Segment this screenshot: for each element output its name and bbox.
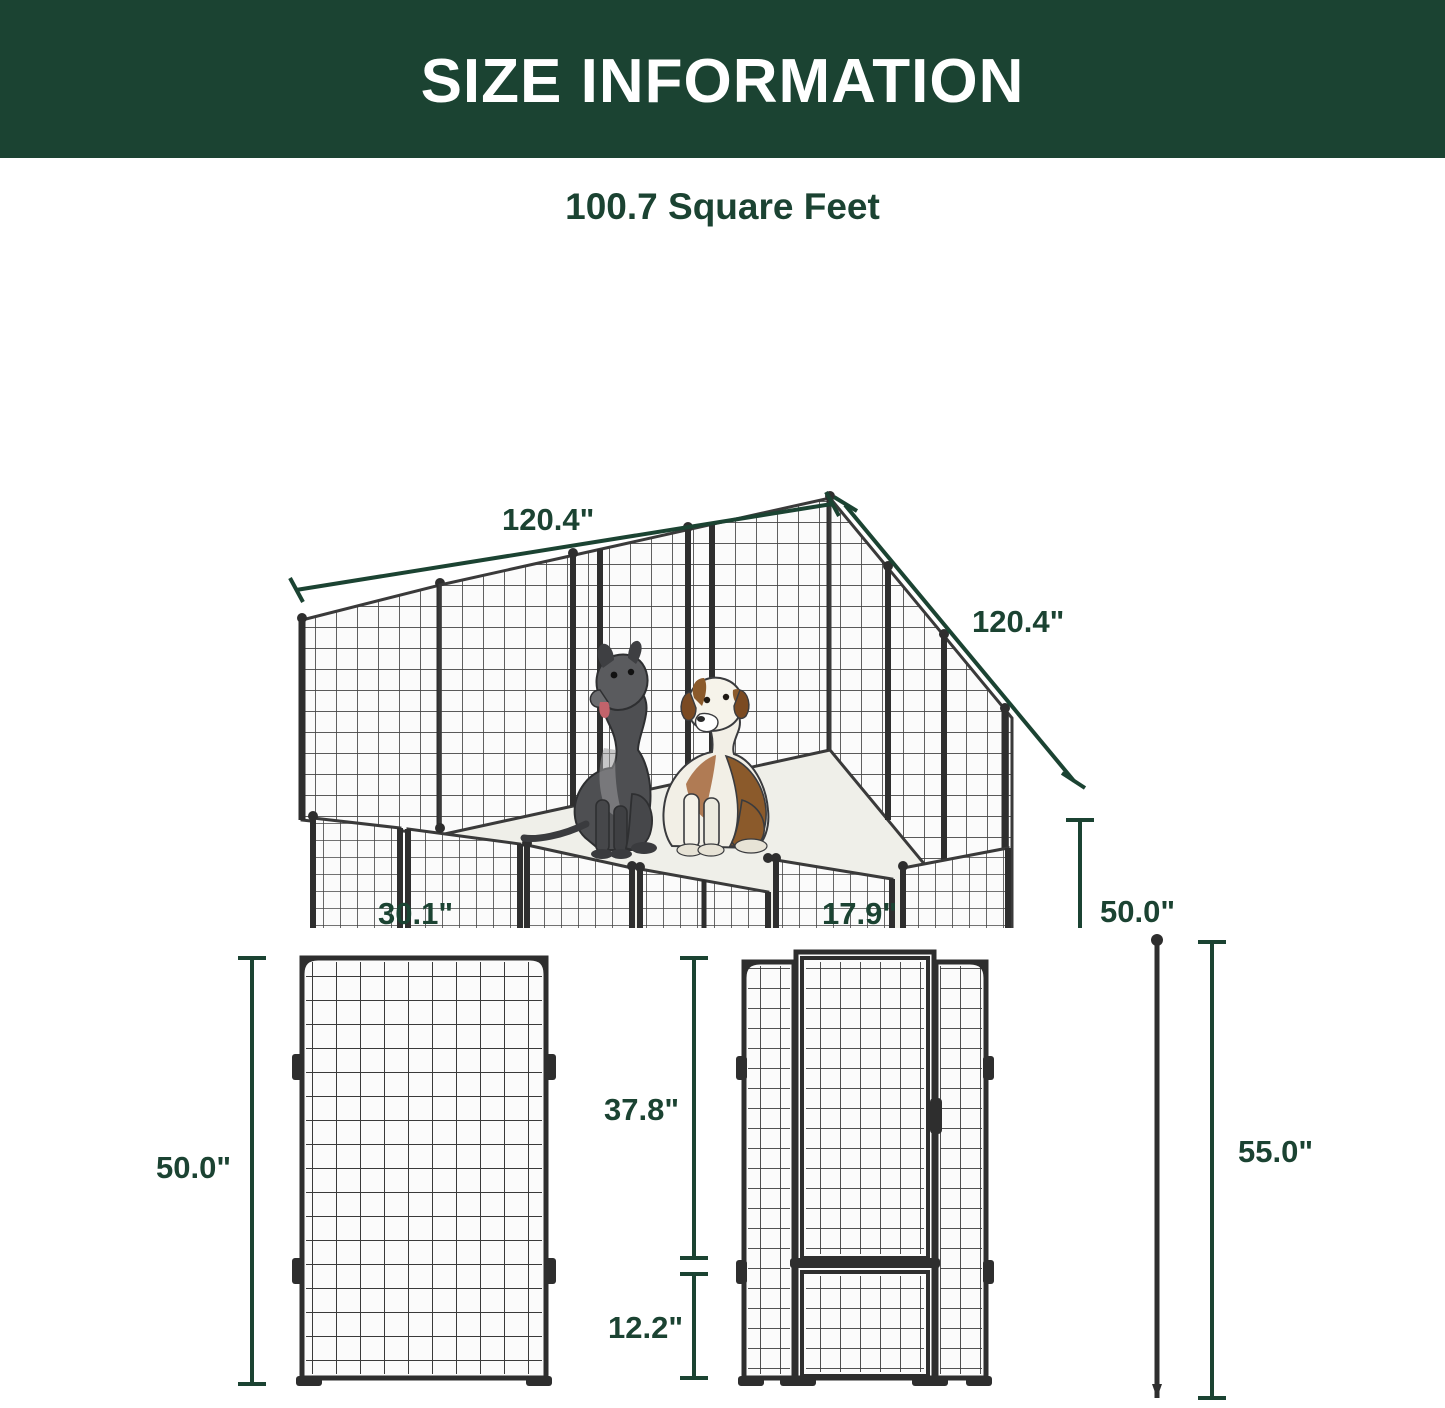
door-bottom-gap-dim bbox=[680, 1274, 708, 1378]
area-subtitle: 100.7 Square Feet bbox=[565, 186, 880, 227]
page-title: SIZE INFORMATION bbox=[420, 47, 1025, 116]
assembled-playpen-diagram bbox=[0, 228, 1445, 928]
dim-top-width: 120.4" bbox=[502, 502, 595, 537]
dim-stake-length: 55.0" bbox=[1238, 1134, 1314, 1169]
stake-length-dim bbox=[1198, 942, 1226, 1398]
dim-panel-height: 50.0" bbox=[1100, 894, 1176, 929]
dim-door-width: 17.9" bbox=[822, 896, 898, 931]
playpen-isometric-drawing bbox=[0, 228, 1445, 928]
door-panel-drawing bbox=[736, 952, 994, 1386]
dim-door-height: 37.8" bbox=[604, 1092, 680, 1127]
component-panels-diagram bbox=[0, 896, 1445, 1408]
dim-flat-panel-height: 50.0" bbox=[156, 1150, 232, 1185]
playpen-back-left-wall bbox=[297, 578, 445, 835]
dim-flat-panel-width: 30.1" bbox=[378, 896, 454, 931]
flat-panel-height-dim bbox=[238, 958, 266, 1384]
ground-stake-drawing bbox=[1151, 934, 1163, 1398]
dim-door-bottom-gap: 12.2" bbox=[608, 1310, 684, 1345]
dim-top-depth: 120.4" bbox=[972, 604, 1065, 639]
flat-panel-drawing bbox=[292, 958, 556, 1386]
door-height-dim bbox=[680, 958, 708, 1258]
header-banner bbox=[0, 0, 1445, 158]
